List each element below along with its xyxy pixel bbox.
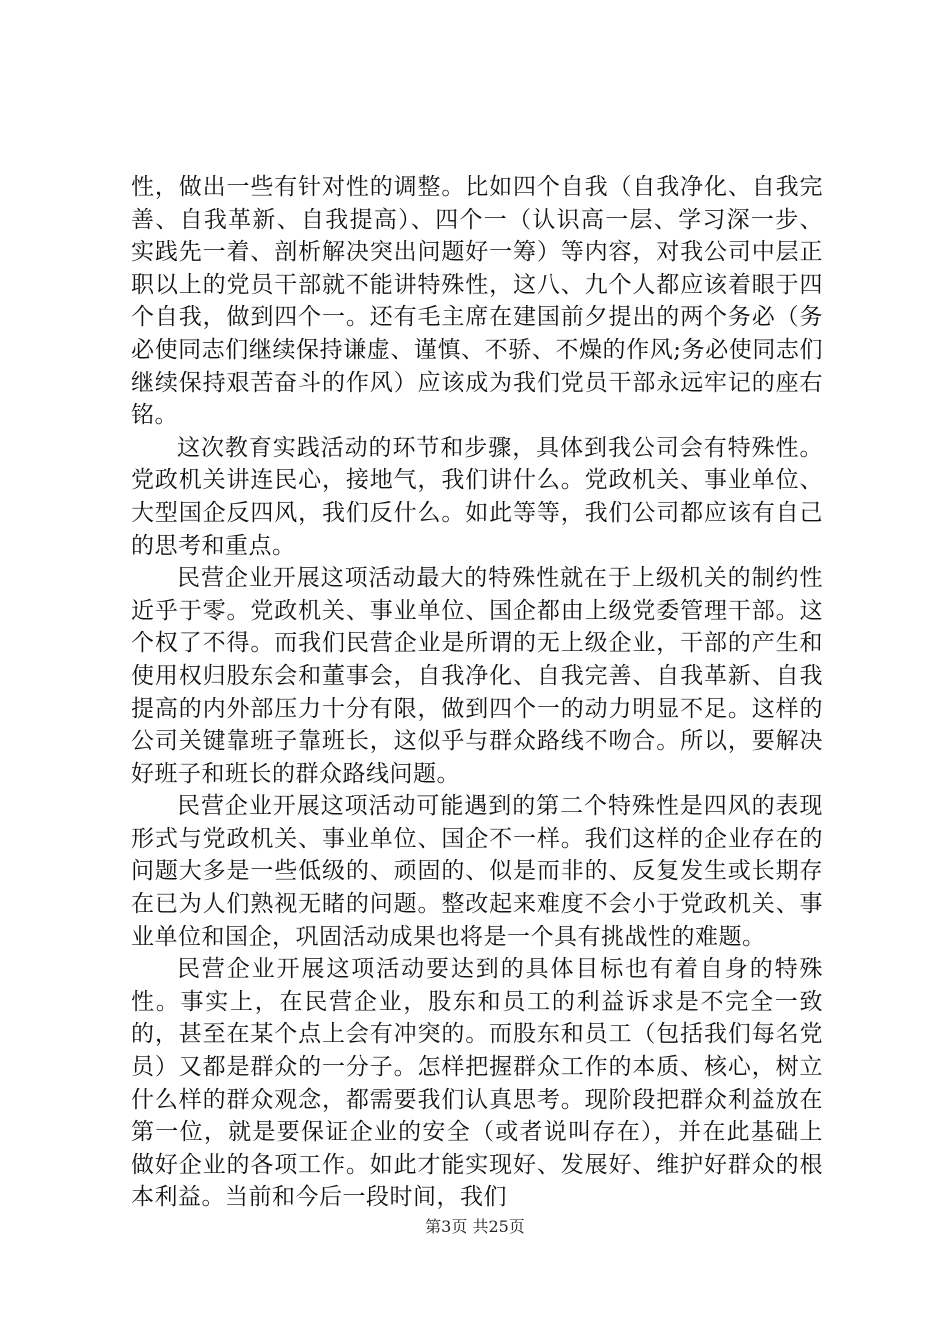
paragraph-4: 民营企业开展这项活动可能遇到的第二个特殊性是四风的表现形式与党政机关、事业单位、国企不一样。我们这样的企业存在的问题大多是一些低级的、顽固的、似是而非的、反复发生或长期存在已为人们熟视无睹的问题。整改起来难度不会小于党政机关、事业单位和国企，巩固活动成果也将是一个具有挑战性的难题。	[131, 793, 823, 950]
paragraph-1: 性，做出一些有针对性的调整。比如四个自我（自我净化、自我完善、自我革新、自我提高）、四个一（认识高一层、学习深一步、实践先一着、剖析解决突出问题好一筹）等内容，对我公司中层正职以上的党员干部就不能讲特殊性，这八、九个人都应该着眼于四个自我，做到四个一。还有毛主席在建国前夕提出的两个务必（务必使同志们继续保持谦虚、谨慎、不骄、不燥的作风;务必使同志们继续保持艰苦奋斗的作风）应该成为我们党员干部永远牢记的座右铭。	[131, 174, 823, 429]
paragraph-2: 这次教育实践活动的环节和步骤，具体到我公司会有特殊性。党政机关讲连民心，接地气，我们讲什么。党政机关、事业单位、大型国企反四风，我们反什么。如此等等，我们公司都应该有自己的思考和重点。	[131, 434, 823, 559]
paragraph-3: 民营企业开展这项活动最大的特殊性就在于上级机关的制约性近乎于零。党政机关、事业单位、国企都由上级党委管理干部。这个权了不得。而我们民营企业是所谓的无上级企业，干部的产生和使用权归股东会和董事会，自我净化、自我完善、自我革新、自我提高的内外部压力十分有限，做到四个一的动力明显不足。这样的公司关键靠班子靠班长，这似乎与群众路线不吻合。所以，要解决好班子和班长的群众路线问题。	[131, 565, 823, 787]
page-number-footer: 第3页 共25页	[425, 1217, 525, 1236]
paragraph-5: 民营企业开展这项活动要达到的具体目标也有着自身的特殊性。事实上，在民营企业，股东和员工的利益诉求是不完全一致的，甚至在某个点上会有冲突的。而股东和员工（包括我们每名党员）又都是群众的一分子。怎样把握群众工作的本质、核心，树立什么样的群众观念，都需要我们认真思考。现阶段把群众利益放在第一位，就是要保证企业的安全（或者说叫存在），并在此基础上做好企业的各项工作。如此才能实现好、发展好、维护好群众的根本利益。当前和今后一段时间，我们	[131, 956, 823, 1211]
document-body	[131, 171, 823, 1214]
